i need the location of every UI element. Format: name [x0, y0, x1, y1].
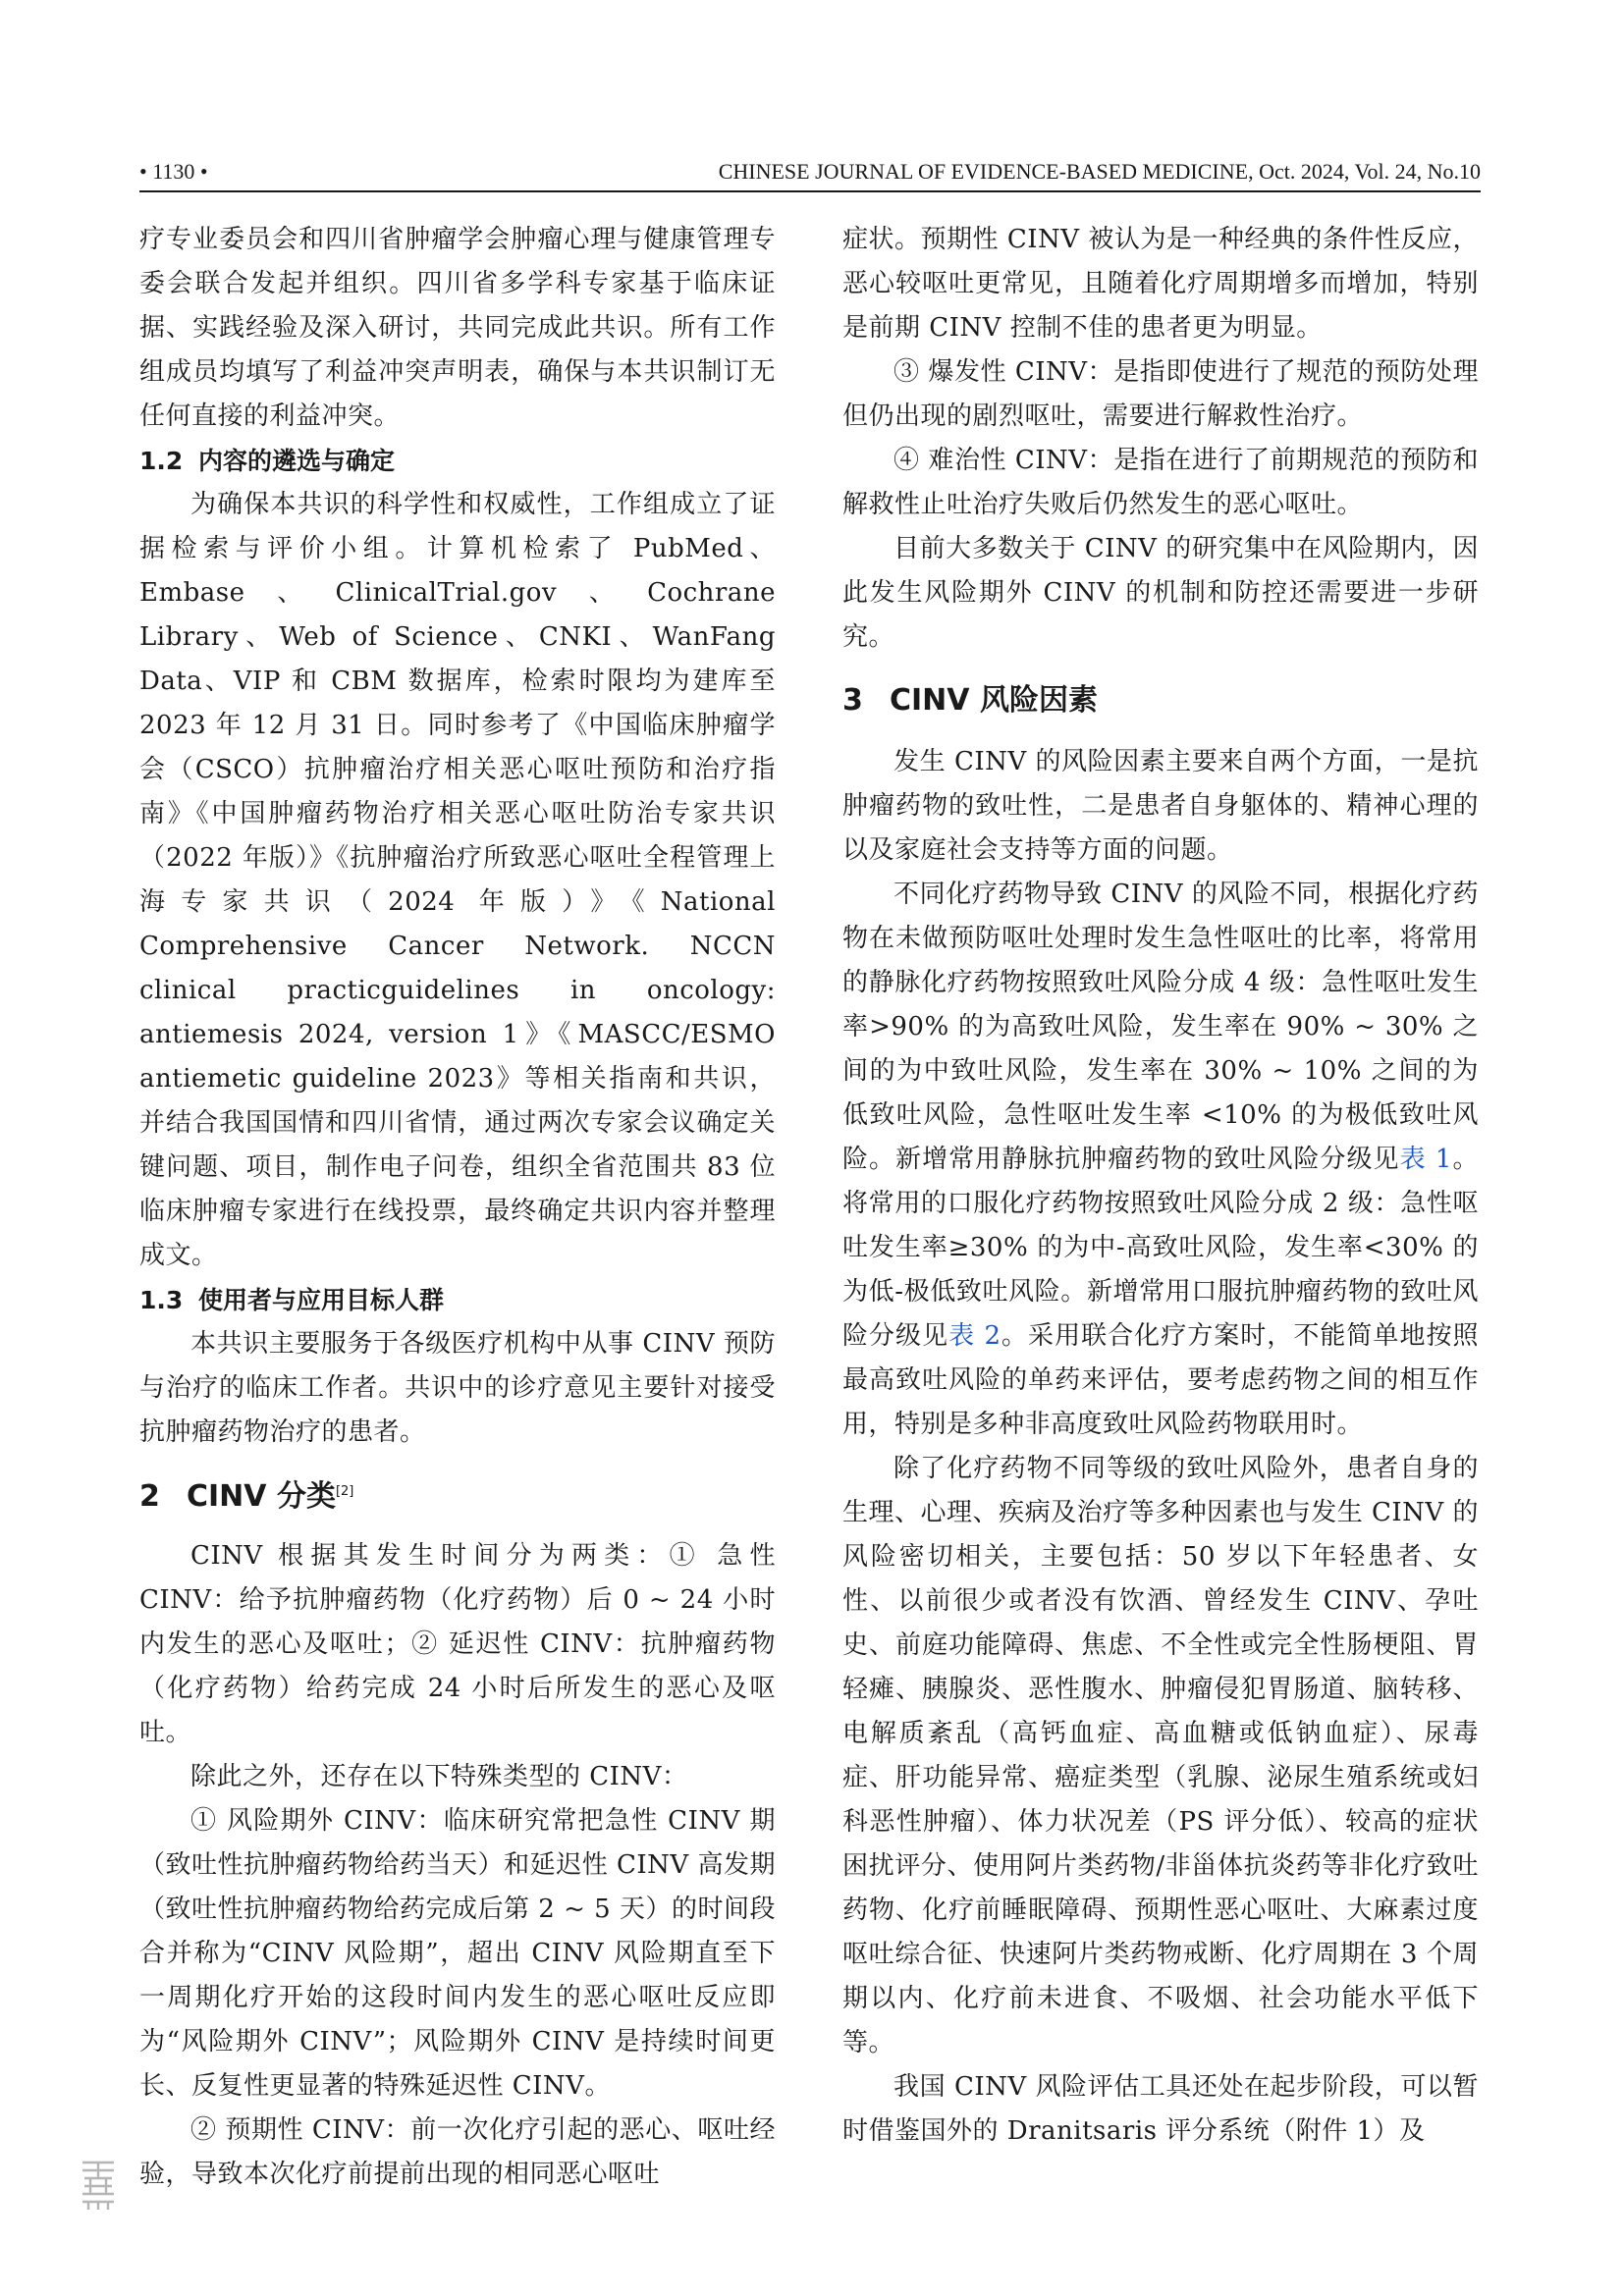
paragraph: 除了化疗药物不同等级的致吐风险外，患者自身的生理、心理、疾病及治疗等多种因素也与发生 CINV 的风险密切相关，主要包括：50 岁以下年轻患者、女性、以前很少或者没有饮酒、曾经发生 CINV、孕吐史、前庭功能障碍、焦虑、不全性或完全性肠梗阻、胃轻瘫、胰腺炎、恶性腹水、肿瘤侵犯胃肠道、脑转移、电解质紊乱（高钙血症、高血糖或低钠血症）、尿毒症、肝功能异常、癌症类型（乳腺、泌尿生殖系统或妇科恶性肿瘤）、体力状况差（PS 评分低）、较高的症状困扰评分、使用阿片类药物/非甾体抗炎药等非化疗致吐药物、化疗前睡眠障碍、预期性恶心呕吐、大麻素过度呕吐综合征、快速阿片类药物戒断、化疗周期在 3 个周期以内、化疗前未进食、不吸烟、社会功能水平低下等。	[842, 1454, 1479, 2057]
paragraph: 我国 CINV 风险评估工具还处在起步阶段，可以暂时借鉴国外的 Dranitsaris 评分系统（附件 1）及	[842, 2072, 1479, 2146]
paragraph-text: 。采用联合化疗方案时，不能简单地按照最高致吐风险的单药来评估，要考虑药物之间的相互作用，特别是多种非高度致吐风险药物联用时。	[842, 1321, 1479, 1439]
paragraph	[842, 873, 1479, 1447]
paragraph: 除此之外，还存在以下特殊类型的 CINV：	[190, 1762, 688, 1791]
section-title: 内容的遴选与确定	[198, 447, 396, 475]
section-title: 使用者与应用目标人群	[198, 1286, 445, 1314]
section-heading-3	[842, 679, 1479, 722]
section-heading-2	[139, 1470, 776, 1519]
table-1-link[interactable]: 表 1	[1399, 1145, 1452, 1174]
running-header	[139, 157, 1481, 192]
section-heading-1-3	[139, 1278, 776, 1322]
paragraph: ③ 爆发性 CINV：是指即使进行了规范的预防处理但仍出现的剧烈呕吐，需要进行解救性治疗。	[842, 357, 1479, 431]
paragraph: 症状。预期性 CINV 被认为是一种经典的条件性反应，恶心较呕吐更常见，且随着化疗周期增多而增加，特别是前期 CINV 控制不佳的患者更为明显。	[842, 225, 1479, 343]
paragraph: ① 风险期外 CINV：临床研究常把急性 CINV 期（致吐性抗肿瘤药物给药当天）和延迟性 CINV 高发期（致吐性抗肿瘤药物给药完成后第 2 ~ 5 天）的时间段合并称为“CINV 风险期”，超出 CINV 风险期直至下一周期化疗开始的这段时间内发生的恶心呕吐反应即为“风险期外 CINV”；风险期外 CINV 是持续时间更长、反复性更显著的特殊延迟性 CINV。	[139, 1806, 776, 2101]
reference-citation: [2]	[335, 1484, 354, 1499]
paragraph: CINV 根据其发生时间分为两类：① 急性 CINV：给予抗肿瘤药物（化疗药物）后 0 ~ 24 小时内发生的恶心及呕吐；② 延迟性 CINV：抗肿瘤药物（化疗药物）给药完成 24 小时后所发生的恶心及呕吐。	[139, 1541, 776, 1747]
paragraph-text: 。将常用的口服化疗药物按照致吐风险分成 2 级：急性呕吐发生率≥30% 的为中-高致吐风险，发生率<30% 的为低-极低致吐风险。新增常用口服抗肿瘤药物的致吐风险分级见	[842, 1145, 1479, 1351]
publisher-logo-icon	[77, 2157, 120, 2212]
section-title: CINV 风险因素	[890, 683, 1098, 718]
section-number: 3	[842, 683, 863, 718]
paragraph: 本共识主要服务于各级医疗机构中从事 CINV 预防与治疗的临床工作者。共识中的诊疗意见主要针对接受抗肿瘤药物治疗的患者。	[139, 1329, 776, 1447]
page-number: • 1130 •	[139, 159, 208, 184]
left-column	[139, 218, 776, 2197]
paragraph-text: 不同化疗药物导致 CINV 的风险不同，根据化疗药物在未做预防呕吐处理时发生急性呕吐的比率，将常用的静脉化疗药物按照致吐风险分成 4 级：急性呕吐发生率>90% 的为高致吐风险，发生率在 90% ~ 30% 之间的为中致吐风险，发生率在 30% ~ 10% 之间的为低致吐风险，急性呕吐发生率 <10% 的为极低致吐风险。新增常用静脉抗肿瘤药物的致吐风险分级见	[842, 880, 1479, 1174]
paragraph: 疗专业委员会和四川省肿瘤学会肿瘤心理与健康管理专委会联合发起并组织。四川省多学科专家基于临床证据、实践经验及深入研讨，共同完成此共识。所有工作组成员均填写了利益冲突声明表，确保与本共识制订无任何直接的利益冲突。	[139, 225, 776, 431]
journal-title: CHINESE JOURNAL OF EVIDENCE-BASED MEDICINE, Oct. 2024, Vol. 24, No.10	[718, 159, 1481, 184]
paragraph: ④ 难治性 CINV：是指在进行了前期规范的预防和解救性止吐治疗失败后仍然发生的恶心呕吐。	[842, 446, 1479, 519]
section-number: 2	[139, 1479, 160, 1514]
paragraph: 为确保本共识的科学性和权威性，工作组成立了证据检索与评价小组。计算机检索了 PubMed、Embase、ClinicalTrial.gov、Cochrane Library、Web of Science、CNKI、WanFang Data、VIP 和 CBM 数据库，检索时限均为建库至 2023 年 12 月 31 日。同时参考了《中国临床肿瘤学会（CSCO）抗肿瘤治疗相关恶心呕吐预防和治疗指南》《中国肿瘤药物治疗相关恶心呕吐防治专家共识（2022 年版）》《抗肿瘤治疗所致恶心呕吐全程管理上海专家共识（2024 年版）》《National Comprehensive Cancer Network. NCCN clinical practicguidelines in oncology: antiemesis 2024, version 1》《MASCC/ESMO antiemetic guideline 2023》等相关指南和共识，并结合我国国情和四川省情，通过两次专家会议确定关键问题、项目，制作电子问卷，组织全省范围共 83 位临床肿瘤专家进行在线投票，最终确定共识内容并整理成文。	[139, 490, 776, 1270]
right-column	[842, 218, 1479, 2154]
section-heading-1-2	[139, 439, 776, 483]
paragraph: ② 预期性 CINV：前一次化疗引起的恶心、呕吐经验，导致本次化疗前提前出现的相同恶心呕吐	[139, 2115, 776, 2189]
section-title: CINV 分类	[187, 1479, 336, 1514]
section-number: 1.2	[139, 447, 184, 475]
table-2-link[interactable]: 表 2	[948, 1321, 1001, 1351]
paragraph: 发生 CINV 的风险因素主要来自两个方面，一是抗肿瘤药物的致吐性，二是患者自身躯体的、精神心理的以及家庭社会支持等方面的问题。	[842, 747, 1479, 865]
section-number: 1.3	[139, 1286, 184, 1314]
paragraph: 目前大多数关于 CINV 的研究集中在风险期内，因此发生风险期外 CINV 的机制和防控还需要进一步研究。	[842, 534, 1479, 652]
